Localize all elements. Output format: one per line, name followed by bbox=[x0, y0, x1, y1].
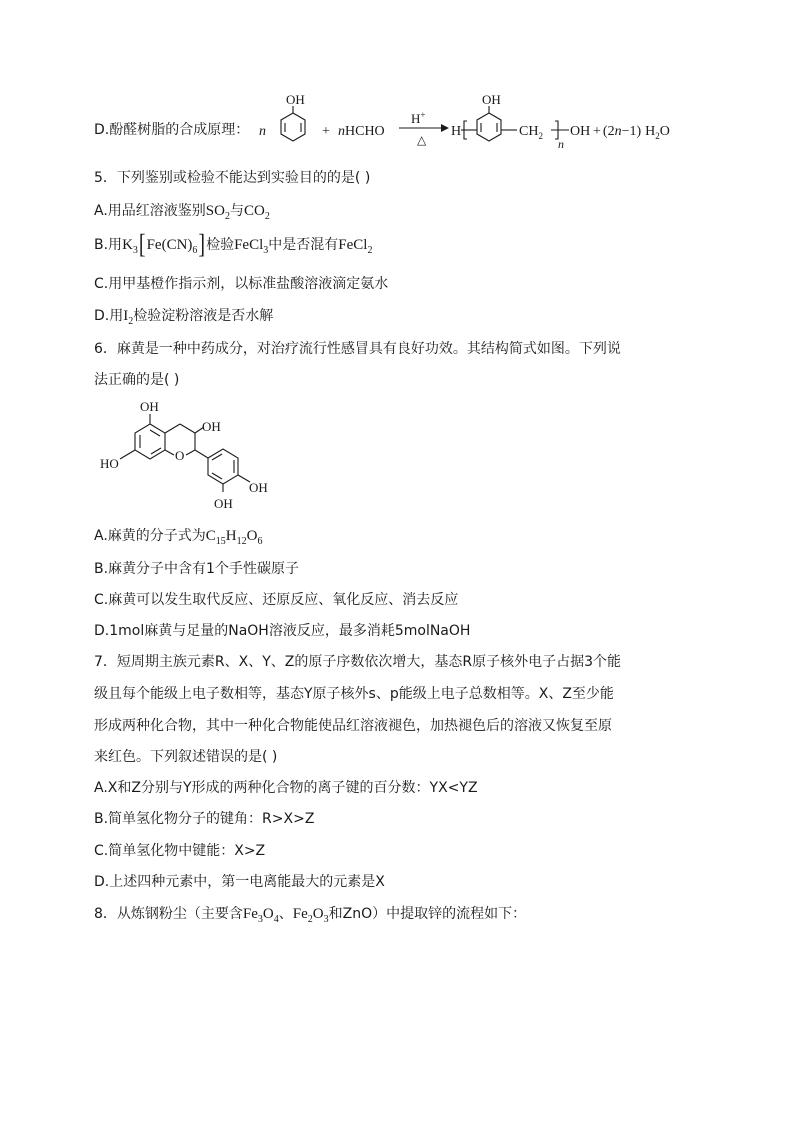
hcho-formula: HCHO bbox=[345, 124, 385, 139]
ephedra-structure bbox=[98, 396, 268, 518]
q5-option-c: C.用甲基橙作指示剂，以标准盐酸溶液滴定氨水 bbox=[94, 276, 389, 292]
phenol-formaldehyde-equation bbox=[255, 88, 695, 160]
ephedra-oh-bottom: OH bbox=[214, 496, 233, 511]
q4-option-d bbox=[94, 120, 249, 140]
q5-option-d: D.用$I_2$检验淀粉溶液是否水解 bbox=[94, 308, 274, 327]
polymer-n: n bbox=[558, 137, 564, 151]
byproduct-water: + (2n−1) $H_2O$ bbox=[593, 124, 670, 141]
phenol-coefficient-n: n bbox=[259, 124, 266, 139]
q5-option-a: A.用品红溶液鉴别$SO_2$与$CO_2$ bbox=[94, 203, 270, 222]
hcho-n: n bbox=[338, 124, 345, 139]
q6-stem-line-2: 法正确的是( ) bbox=[94, 372, 180, 388]
plus-sign: + bbox=[322, 124, 330, 139]
q4-d-label: D.酚醛树脂的合成原理： bbox=[94, 122, 250, 138]
q7-option-d: D.上述四种元素中，第一电离能最大的元素是X bbox=[94, 874, 385, 890]
q6-option-b: B.麻黄分子中含有1个手性碳原子 bbox=[94, 561, 299, 577]
q7-option-b: B.简单氢化物分子的键角：R>X>Z bbox=[94, 811, 315, 827]
q7-option-a: A.X和Z分别与Y形成的两种化合物的离子键的百分数：YX<YZ bbox=[94, 780, 478, 796]
catalyst-h: H+ bbox=[411, 110, 426, 126]
ephedra-oh-right: OH bbox=[249, 480, 268, 495]
q7-stem-line-2: 级且每个能级上电子数相等，基态Y原子核外s、p能级上电子总数相等。X、Z至少能 bbox=[94, 686, 614, 702]
q5-option-b: B.用$K_3[Fe(CN)_6]$检验FeCl$_3$中是否混有FeCl$_2$ bbox=[94, 230, 373, 260]
phenol-oh: OH bbox=[286, 92, 305, 107]
polymer-tail-oh: OH bbox=[570, 124, 591, 139]
ephedra-o-ring: O bbox=[175, 448, 185, 463]
reaction-arrow bbox=[399, 124, 449, 132]
ephedra-oh-ring: OH bbox=[202, 419, 221, 434]
polymer-ch2: $CH_2$ bbox=[519, 124, 543, 141]
polymer-ring bbox=[477, 106, 517, 141]
ephedra-ho-left: HO bbox=[100, 456, 119, 471]
q8-stem: 8．从炼钢粉尘（主要含$Fe_3O_4$、$Fe_2O_3$和ZnO）中提取锌的流程如下： bbox=[94, 906, 527, 925]
svg-text:nHCHO bbox=[338, 124, 385, 139]
ephedra-oh-top: OH bbox=[140, 399, 159, 414]
q6-option-a: A.麻黄的分子式为$C_{15}H_{12}O_6$ bbox=[94, 528, 263, 547]
polymer-oh: OH bbox=[482, 92, 501, 107]
q6-stem-line-1: 6．麻黄是一种中药成分，对治疗流行性感冒具有良好功效。其结构简式如图。下列说 bbox=[94, 341, 621, 357]
q7-stem-line-3: 形成两种化合物，其中一种化合物能使品红溶液褪色，加热褪色后的溶液又恢复至原 bbox=[94, 718, 612, 734]
polymer-end-h: H bbox=[451, 124, 462, 139]
q6-option-d: D.1mol麻黄与足量的NaOH溶液反应，最多消耗5molNaOH bbox=[94, 623, 471, 639]
phenol-ring bbox=[281, 106, 305, 141]
q7-stem-line-1: 7．短周期主族元素R、X、Y、Z的原子序数依次增大，基态R原子核外电子占据3个能 bbox=[94, 654, 622, 670]
q7-stem-line-4: 来红色。下列叙述错误的是( ) bbox=[94, 749, 278, 765]
heat-symbol: △ bbox=[417, 133, 427, 147]
q7-option-c: C.简单氢化物中键能：X>Z bbox=[94, 843, 266, 859]
q6-option-c: C.麻黄可以发生取代反应、还原反应、氧化反应、消去反应 bbox=[94, 592, 459, 608]
q5-stem: 5．下列鉴别或检验不能达到实验目的的是( ) bbox=[94, 170, 371, 186]
